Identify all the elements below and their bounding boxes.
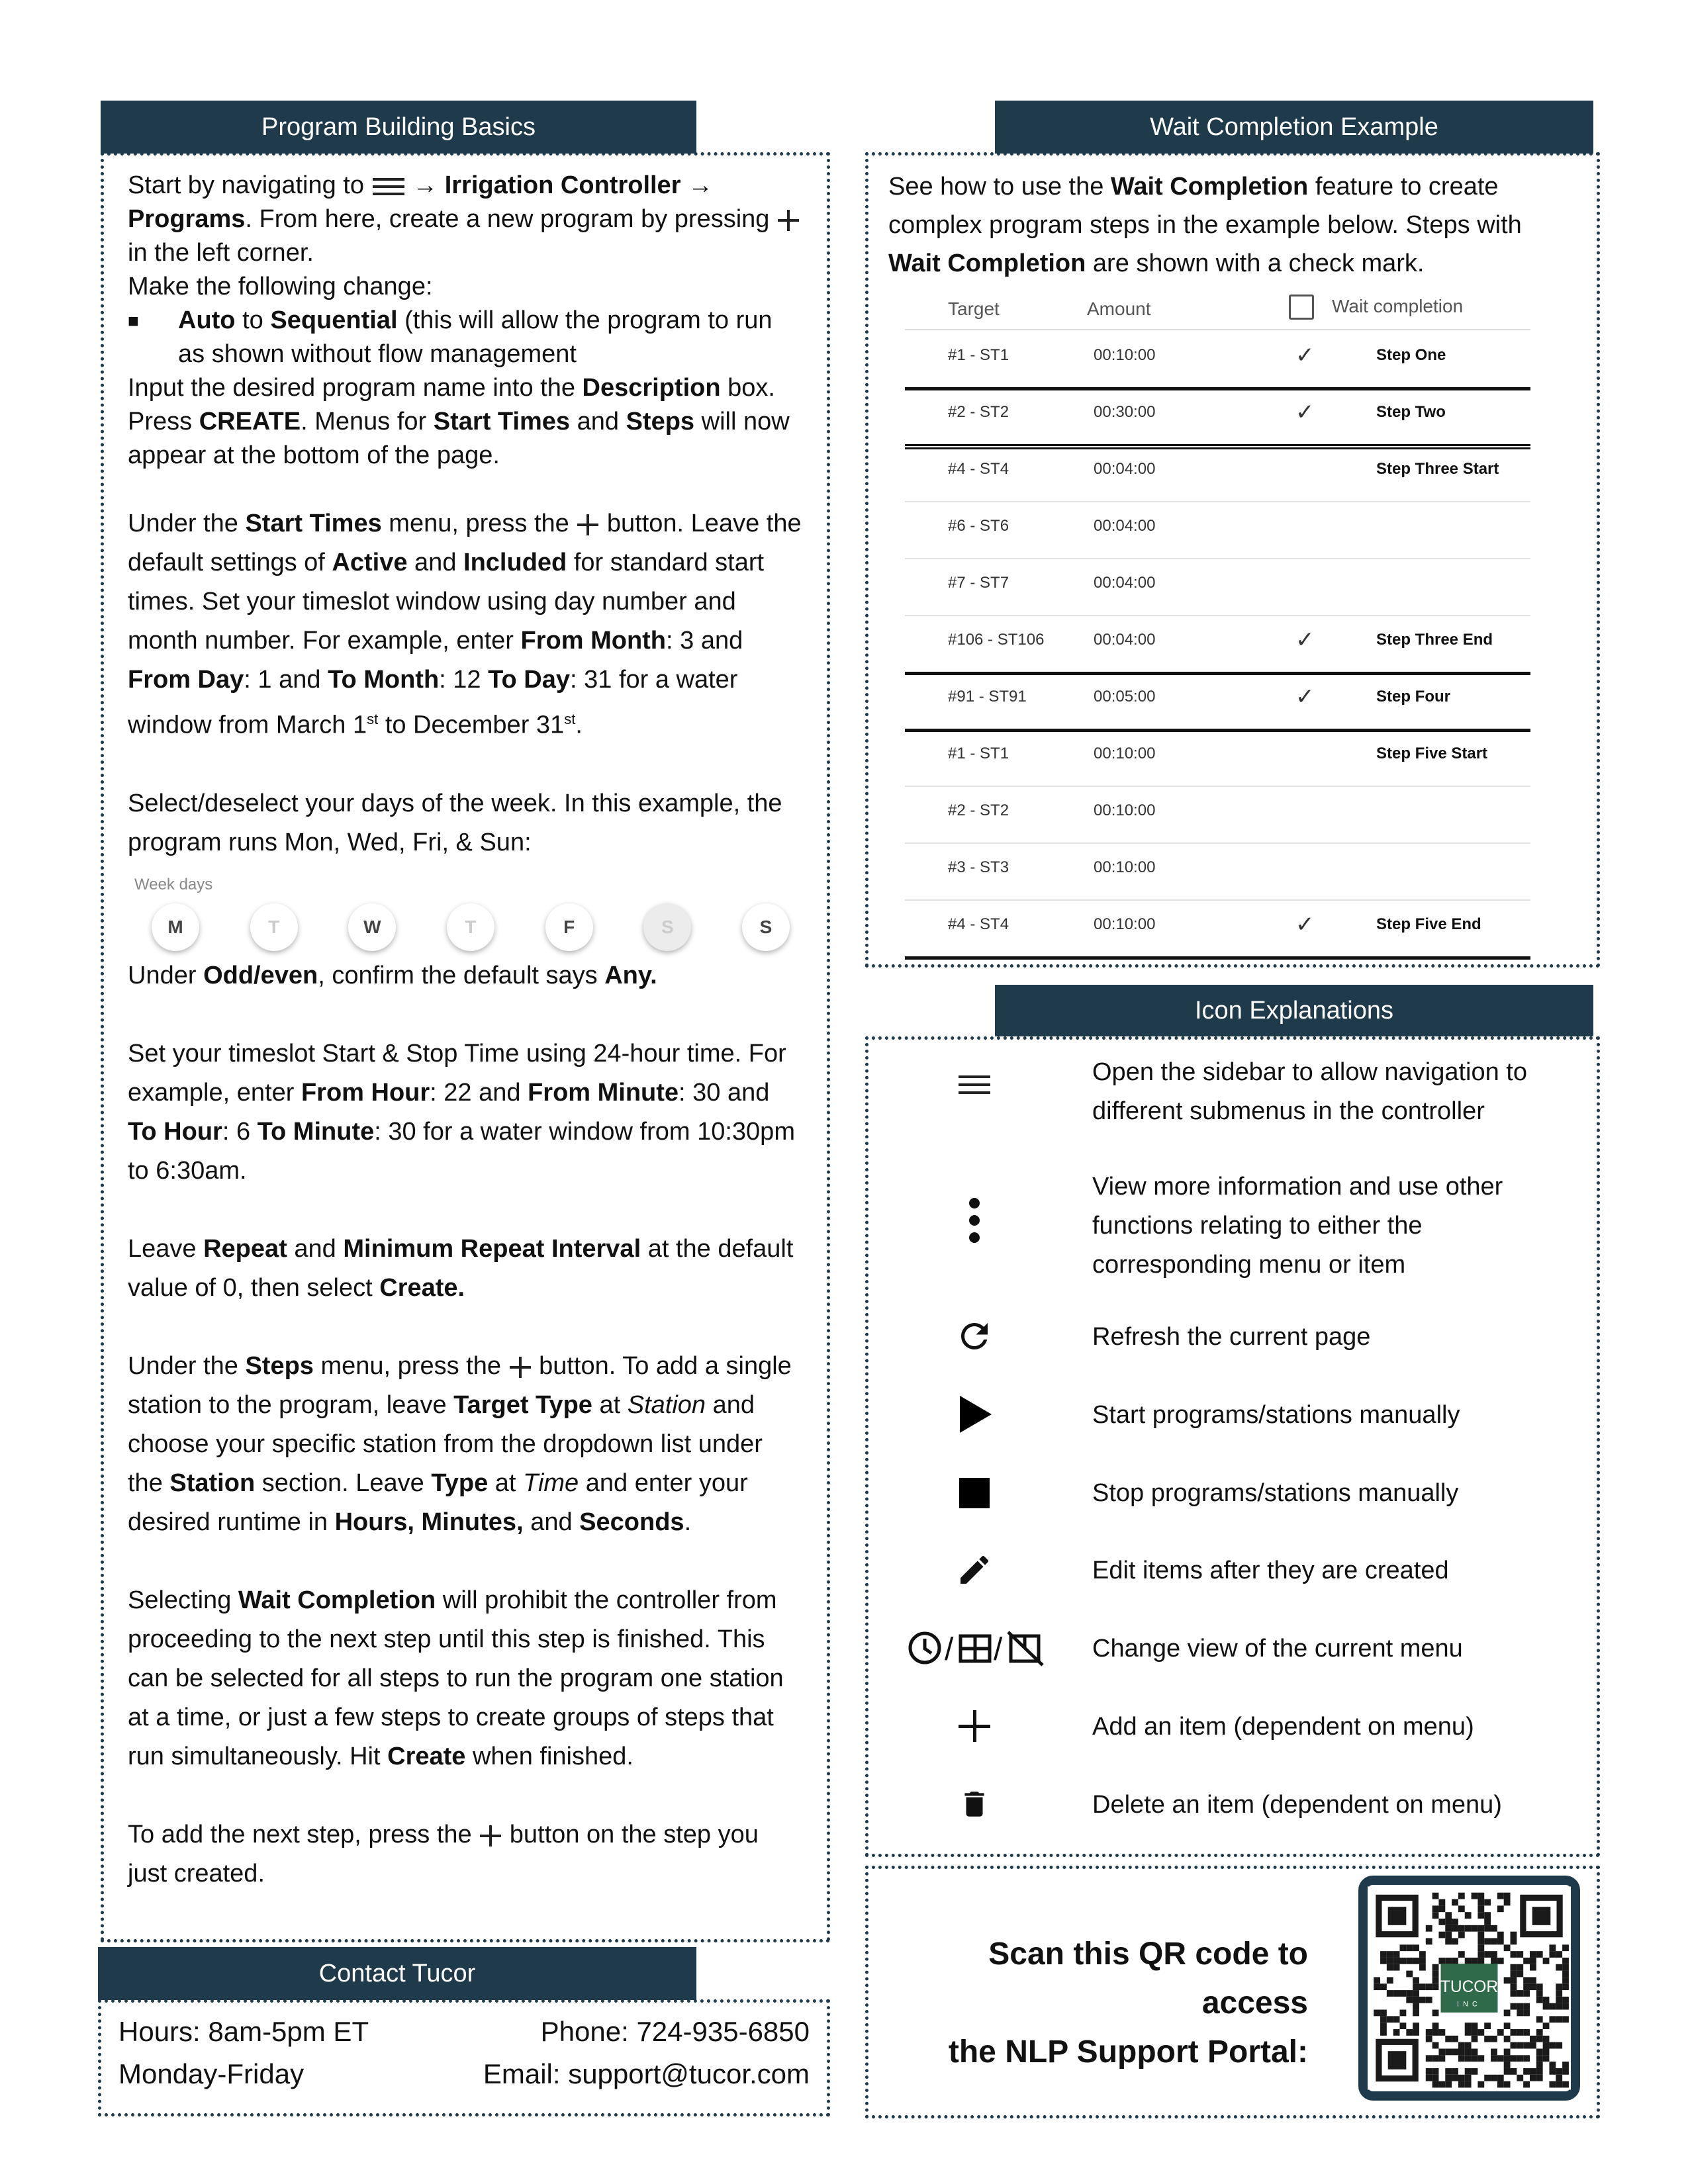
trash-icon	[958, 1787, 991, 1821]
row-amount: 00:30:00	[1094, 403, 1156, 421]
row-amount: 00:10:00	[1094, 915, 1156, 933]
qr-logo-text: TUCOR	[1440, 1978, 1499, 1997]
check-icon: ✓	[1295, 400, 1315, 425]
row-label: Step Five End	[1376, 915, 1481, 933]
add-description: Add an item (dependent on menu)	[1092, 1713, 1474, 1741]
edit-description: Edit items after they are created	[1092, 1557, 1449, 1584]
start-description: Start programs/stations manually	[1092, 1401, 1460, 1429]
table-row	[905, 615, 1530, 675]
stop-description: Stop programs/stations manually	[1092, 1479, 1459, 1507]
row-target: #7 - ST7	[948, 574, 1009, 592]
repeat-instructions: Leave Repeat and Minimum Repeat Interval at the default value of 0, then select Create.	[128, 1234, 794, 1302]
view-toggle-icons	[905, 1628, 1051, 1668]
stop-icon	[958, 1477, 991, 1510]
row-label: Step Three End	[1376, 631, 1493, 649]
refresh-description: Refresh the current page	[1092, 1323, 1371, 1351]
more-description: View more information and use other functions relating to either the corresponding menu or item	[1092, 1173, 1503, 1279]
odd-even-instructions: Under Odd/even, confirm the default says Any.	[128, 961, 657, 989]
pencil-icon	[956, 1551, 993, 1588]
row-amount: 00:04:00	[1094, 631, 1156, 649]
day-wednesday[interactable]: W	[348, 903, 396, 951]
col-target: Target	[948, 298, 1000, 319]
more-vert-icon	[964, 1194, 984, 1247]
view-description: Change view of the current menu	[1092, 1635, 1463, 1662]
menu-icon	[957, 1073, 992, 1097]
plus-icon	[776, 208, 800, 232]
week-days-selector[interactable]	[152, 903, 790, 951]
row-label: Step Five Start	[1376, 745, 1488, 762]
wait-completion-panel	[865, 152, 1600, 968]
row-target: #2 - ST2	[948, 801, 1009, 819]
check-icon: ✓	[1295, 627, 1315, 653]
table-row	[905, 444, 1530, 502]
row-label: Step Two	[1376, 403, 1446, 421]
icon-explanations-panel	[865, 1036, 1600, 1857]
row-amount: 00:10:00	[1094, 346, 1156, 364]
row-label: Step One	[1376, 346, 1446, 364]
svg-text:/: /	[994, 1632, 1003, 1667]
program-building-header: Program Building Basics	[101, 101, 696, 154]
description-instructions: Input the desired program name into the Description box. Press CREATE. Menus for Start Times and Steps will now appear at the bottom of the page.	[128, 374, 790, 469]
day-saturday[interactable]: S	[643, 903, 691, 951]
delete-description: Delete an item (dependent on menu)	[1092, 1791, 1502, 1819]
day-monday[interactable]: M	[152, 903, 199, 951]
scan-text: Scan this QR code to access the NLP Support Portal:	[948, 1936, 1308, 2070]
wait-completion-header: Wait Completion Example	[995, 101, 1593, 154]
wait-completion-instructions: Selecting Wait Completion will prohibit the controller from proceeding to the next step until this step is finished. This can be selected for all steps to run the program one station at a time, or just a few steps to create groups of steps that run simultaneously. Hit Create when finished.	[128, 1586, 784, 1770]
row-target: #6 - ST6	[948, 517, 1009, 535]
day-tuesday[interactable]: T	[250, 903, 298, 951]
row-amount: 00:10:00	[1094, 858, 1156, 876]
row-amount: 00:04:00	[1094, 460, 1156, 478]
contact-phone[interactable]: Phone: 724-935-6850	[540, 2016, 810, 2047]
row-target: #1 - ST1	[948, 745, 1009, 762]
table-row	[905, 501, 1530, 559]
wait-intro: See how to use the Wait Completion feature to create complex program steps in the example below. Steps with Wait Completion are shown with a check mark.	[888, 173, 1522, 277]
day-sunday[interactable]: S	[742, 903, 790, 951]
qr-logo-sub: INC	[1457, 2000, 1481, 2009]
bullet-item: ■ Auto to Sequential (this will allow the program to run as shown without flow management	[128, 306, 773, 368]
row-target: #3 - ST3	[948, 858, 1009, 876]
table-row	[905, 672, 1530, 732]
row-amount: 00:10:00	[1094, 745, 1156, 762]
program-building-panel	[101, 152, 830, 1942]
steps-instructions: Under the Steps menu, press the button. To add a single station to the program, leave Target Type at Station and choose your specific station from the dropdown list under the Station section. Leave Type at Time and enter your desired runtime in Hours, Minutes, and Seconds.	[128, 1351, 792, 1536]
start-times-instructions: Under the Start Times menu, press the button. Leave the default settings of Active and Included for standard start times. Set your timeslot window using day number and month number. For example, enter From Month: 3 and From Day: 1 and To Month: 12 To Day: 31 for a water window from March 1st to December 31st.	[128, 510, 802, 739]
day-friday[interactable]: F	[545, 903, 593, 951]
day-thursday[interactable]: T	[447, 903, 494, 951]
table-header	[905, 288, 1530, 330]
row-label: Step Three Start	[1376, 460, 1499, 478]
menu-description: Open the sidebar to allow navigation to different submenus in the controller	[1092, 1058, 1527, 1125]
row-target: #106 - ST106	[948, 631, 1045, 649]
row-target: #1 - ST1	[948, 346, 1009, 364]
menu-icon	[371, 175, 406, 198]
row-label: Step Four	[1376, 688, 1450, 705]
contact-header: Contact Tucor	[98, 1947, 696, 2000]
plus-icon	[479, 1824, 502, 1848]
qr-code[interactable]	[1358, 1876, 1580, 2101]
table-row	[905, 786, 1530, 844]
row-target: #2 - ST2	[948, 403, 1009, 421]
contact-email[interactable]: Email: support@tucor.com	[483, 2058, 810, 2089]
contact-days: Monday-Friday	[118, 2058, 305, 2089]
table-row	[905, 387, 1530, 449]
week-days-label: Week days	[134, 875, 213, 893]
contact-hours: Hours: 8am-5pm ET	[118, 2016, 369, 2047]
table-row	[905, 899, 1530, 960]
table-row	[905, 330, 1530, 390]
plus-icon	[957, 1709, 992, 1743]
row-target: #4 - ST4	[948, 915, 1009, 933]
icon-explanations-header: Icon Explanations	[995, 985, 1593, 1036]
row-amount: 00:05:00	[1094, 688, 1156, 705]
svg-text:/: /	[945, 1632, 954, 1667]
table-row	[905, 729, 1530, 787]
check-icon: ✓	[1295, 912, 1315, 937]
check-icon: ✓	[1295, 684, 1315, 709]
days-instructions: Select/deselect your days of the week. In this example, the program runs Mon, Wed, Fri, & Sun:	[128, 789, 782, 856]
timeslot-instructions: Set your timeslot Start & Stop Time using 24-hour time. For example, enter From Hour: 22 and From Minute: 30 and To Hour: 6 To Minute: 30 for a water window from 10:30pm to 6:30am.	[128, 1039, 795, 1185]
row-target: #4 - ST4	[948, 460, 1009, 478]
row-target: #91 - ST91	[948, 688, 1027, 705]
wait-checkbox[interactable]	[1289, 295, 1314, 320]
navigation-instructions: Start by navigating to → Irrigation Controller → Programs. From here, create a new program by pressing in the left corner. Make the following change:	[128, 169, 803, 304]
col-wait: Wait completion	[1332, 296, 1464, 316]
row-amount: 00:10:00	[1094, 801, 1156, 819]
col-amount: Amount	[1087, 298, 1151, 319]
table-row	[905, 558, 1530, 616]
row-amount: 00:04:00	[1094, 517, 1156, 535]
check-icon: ✓	[1295, 343, 1315, 368]
plus-icon	[508, 1355, 532, 1379]
table-row	[905, 842, 1530, 901]
next-step-instructions: To add the next step, press the button on the step you just created.	[128, 1820, 759, 1888]
qr-panel	[865, 1866, 1600, 2118]
plus-icon	[576, 513, 600, 537]
contact-panel	[98, 1999, 830, 2116]
refresh-icon	[955, 1316, 994, 1356]
play-icon	[955, 1394, 994, 1434]
row-amount: 00:04:00	[1094, 574, 1156, 592]
